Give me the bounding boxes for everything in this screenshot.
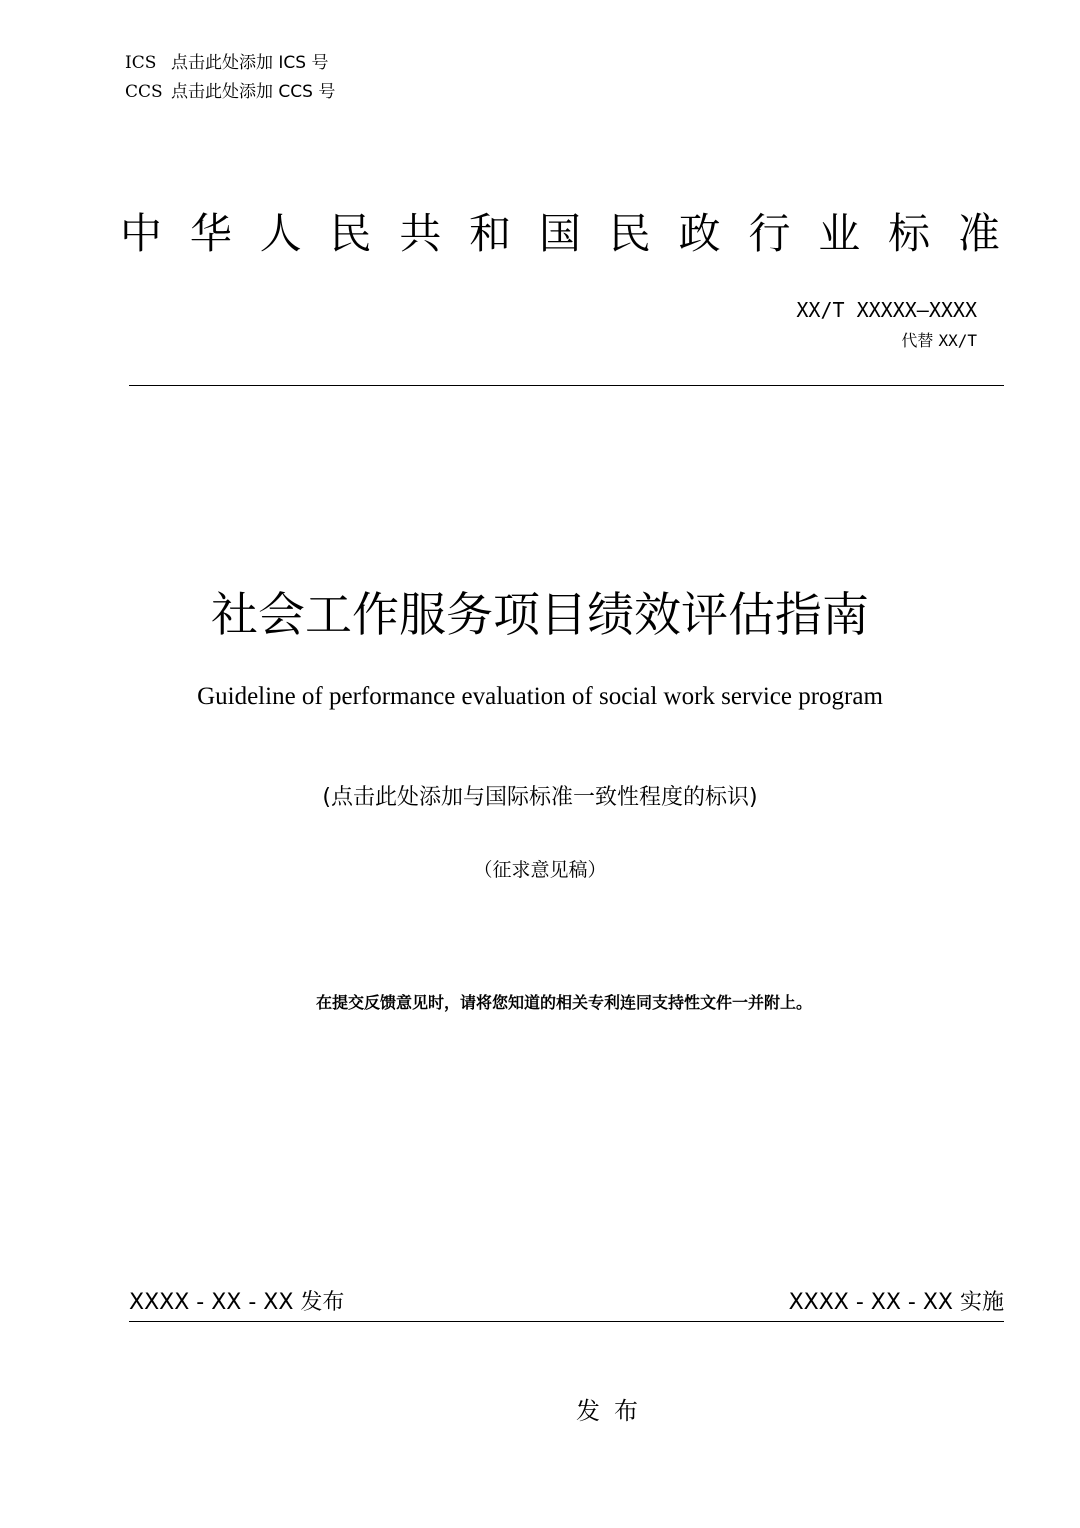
header-char: 政 xyxy=(678,209,721,258)
header-char: 民 xyxy=(608,209,651,258)
standard-number[interactable]: XX/T XXXXX—XXXX xyxy=(796,298,977,322)
header-char: 行 xyxy=(748,209,791,258)
standard-type-header xyxy=(120,207,1000,261)
replaces-value[interactable]: XX/T xyxy=(938,331,977,350)
issue-date[interactable]: XXXX - XX - XX 发布 xyxy=(129,1290,345,1315)
patent-note: 在提交反馈意见时，请将您知道的相关专利连同支持性文件一并附上。 xyxy=(315,993,812,1012)
header-char: 国 xyxy=(538,209,581,258)
bottom-divider xyxy=(129,1321,1004,1322)
header-char: 标 xyxy=(888,209,931,258)
ccs-placeholder[interactable]: 点击此处添加 CCS 号 xyxy=(171,82,336,102)
document-title-cn[interactable]: 社会工作服务项目绩效评估指南 xyxy=(211,588,869,643)
header-char: 业 xyxy=(818,209,861,258)
header-char: 和 xyxy=(469,209,512,258)
ccs-label: CCS xyxy=(125,82,163,102)
ics-label: ICS xyxy=(125,53,157,73)
header-char: 准 xyxy=(957,209,1000,258)
header-char: 中 xyxy=(120,209,163,258)
header-char: 人 xyxy=(259,209,302,258)
header-char: 共 xyxy=(399,209,442,258)
top-divider xyxy=(129,385,1004,386)
publisher-label: 发布 xyxy=(576,1397,652,1425)
draft-status: （征求意见稿） xyxy=(473,859,607,881)
replaces-line xyxy=(901,330,977,352)
header-char: 民 xyxy=(329,209,372,258)
implementation-date[interactable]: XXXX - XX - XX 实施 xyxy=(788,1290,1004,1315)
replaces-label: 代替 xyxy=(901,331,934,350)
header-char: 华 xyxy=(189,209,232,258)
ccs-line xyxy=(125,81,335,103)
consistency-mark-placeholder[interactable]: (点击此处添加与国际标准一致性程度的标识) xyxy=(322,785,758,810)
ics-line xyxy=(125,52,328,74)
ics-placeholder[interactable]: 点击此处添加 ICS 号 xyxy=(171,53,329,73)
document-title-en[interactable]: Guideline of performance evaluation of social work service program xyxy=(197,683,883,710)
